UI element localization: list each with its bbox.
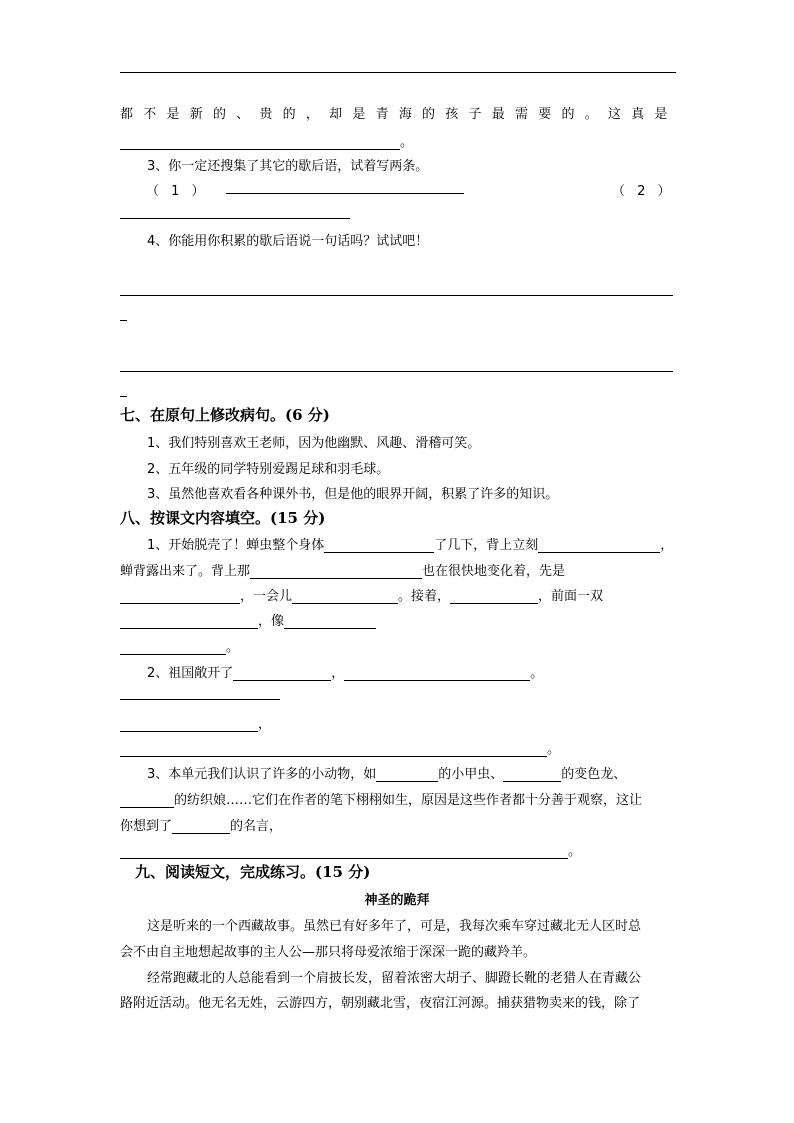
fill-blank[interactable] [324, 538, 434, 553]
sec7-item-3: 3、虽然他喜欢看各种课外书，但是他的眼界开阔，积累了许多的知识。 [147, 487, 559, 502]
q2-text-c: 。 [530, 666, 544, 681]
q3-item-2-label: （ 2 ） [612, 184, 675, 199]
q4-answer-line-2[interactable] [120, 371, 673, 372]
sec8-q3-line3 [120, 815, 282, 834]
story-title: 神圣的跪拜 [364, 893, 430, 908]
story-p1-line2: 会不由自主地想起故事的主人公—那只将母爱浓缩于深深一跪的藏羚羊。 [120, 945, 537, 960]
q3-text-d: 的纺织娘……它们在作者的笔下栩栩如生，原因是这些作者都十分善于观察，这让 [174, 793, 643, 808]
q3-text-e: 你想到了 [120, 819, 173, 834]
fill-blank[interactable] [503, 767, 561, 782]
fill-blank[interactable] [450, 589, 538, 604]
story-p2-line2: 路附近活动。他无名无姓，云游四方，朝别藏北雪，夜宿江河源。捕获猎物卖来的钱，除了 [120, 996, 641, 1011]
q1-text-a: 1、开始脱壳了！蝉虫整个身体 [147, 538, 325, 553]
sec8-q3-line1 [147, 763, 626, 782]
fill-blank[interactable] [292, 589, 398, 604]
fill-blank[interactable] [376, 767, 438, 782]
story-p1-line1: 这是听来的一个西藏故事。虽然已有好多年了，可是，我每次乘车穿过藏北无人区时总 [147, 919, 642, 934]
fill-blank[interactable] [344, 666, 530, 681]
q3-item-1-label: （ 1 ） [146, 184, 209, 199]
q3-item-1-blank[interactable] [226, 193, 464, 194]
q1-text-e: 也在很快地变化着，先是 [422, 564, 566, 579]
fill-blank[interactable] [250, 564, 422, 579]
sec8-q2-line3 [120, 713, 271, 732]
text-line-2 [120, 131, 413, 150]
q1-text-f: ，一会儿 [240, 589, 293, 604]
sec8-q2-line4 [120, 738, 560, 757]
sec8-q1-line1 [147, 534, 673, 553]
q1-text-d: 蝉背露出来了。背上那 [120, 564, 251, 579]
line1-text: 都不是新的、贵的，却是青海的孩子最需要的。这真是 [120, 107, 676, 122]
sec8-q1-line4 [120, 610, 376, 629]
fill-blank[interactable] [120, 640, 226, 655]
period: 。 [400, 135, 414, 150]
q1-text-j: 。 [226, 640, 240, 655]
q2-text-e: 。 [547, 742, 561, 757]
q2-text-a: 2、祖国敞开了 [147, 666, 234, 681]
sec8-q1-line3 [120, 585, 603, 604]
q1-text-h: ，前面一双 [538, 589, 604, 604]
fill-blank[interactable] [233, 666, 331, 681]
fill-blank[interactable] [120, 742, 547, 757]
fill-blank[interactable] [120, 844, 568, 859]
q3-text-g: 。 [568, 844, 582, 859]
q1-text-b: 了几下，背上立刻 [434, 538, 539, 553]
fill-blank[interactable] [284, 614, 376, 629]
q1-text-g: 。接着， [398, 589, 451, 604]
section-9-title: 九、阅读短文，完成练习。(15 分) [135, 863, 371, 881]
fill-blank[interactable] [172, 819, 230, 834]
q3-text-c: 的变色龙、 [561, 767, 627, 782]
fill-blank[interactable] [120, 589, 240, 604]
sec8-q1-line5 [120, 636, 239, 655]
q4-answer-line-1[interactable] [120, 295, 673, 296]
sec7-item-2: 2、五年级的同学特别爱踢足球和羽毛球。 [147, 462, 390, 477]
sec8-q1-line2 [120, 560, 565, 579]
section-8-title: 八、按课文内容填空。(15 分) [120, 509, 326, 527]
fill-blank[interactable] [538, 538, 660, 553]
q2-blank-line[interactable] [120, 699, 280, 700]
sec8-q3-line2 [120, 789, 642, 808]
answer-blank[interactable] [120, 135, 400, 150]
q1-text-c: ， [660, 538, 674, 553]
question-3: 3、你一定还搜集了其它的歇后语，试着写两条。 [147, 159, 429, 174]
fill-blank[interactable] [120, 717, 258, 732]
section-7-title: 七、在原句上修改病句。(6 分) [120, 406, 330, 424]
fill-blank[interactable] [120, 793, 174, 808]
dash-mark [120, 320, 127, 321]
sec8-q3-line4 [120, 840, 581, 859]
q3-text-b: 的小甲虫、 [438, 767, 504, 782]
question-4: 4、你能用你积累的歇后语说一句话吗？试试吧！ [147, 234, 429, 249]
fill-blank[interactable] [120, 614, 258, 629]
story-p2-line1: 经常跑藏北的人总能看到一个肩披长发，留着浓密大胡子、脚蹬长靴的老猎人在青藏公 [147, 971, 642, 986]
q1-text-i: ，像 [258, 614, 285, 629]
text-line-1 [120, 103, 676, 122]
q2-text-b: ， [331, 666, 345, 681]
q3-text-f: 的名言， [230, 819, 283, 834]
q2-text-d: ， [258, 717, 272, 732]
q3-text-a: 3、本单元我们认识了许多的小动物，如 [147, 767, 377, 782]
top-rule [120, 72, 676, 73]
sec8-q2-line1 [147, 662, 543, 681]
q3-item-2-blank[interactable] [120, 218, 350, 219]
sec7-item-1: 1、我们特别喜欢王老师，因为他幽默、风趣、滑稽可笑。 [147, 436, 481, 451]
dash-mark [120, 396, 127, 397]
